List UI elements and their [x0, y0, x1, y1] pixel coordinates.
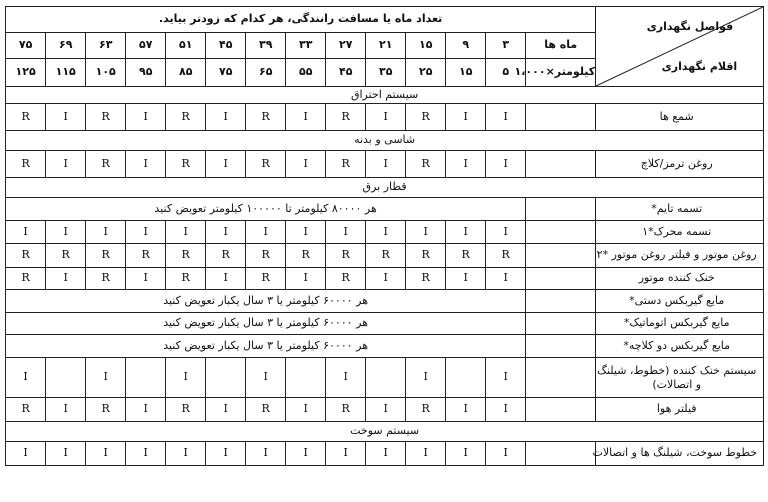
- item-label: سیستم خنک کننده (خطوط، شیلنگ و اتصالات): [596, 358, 764, 398]
- schedule-mark: I: [286, 104, 326, 131]
- blank-cell: [526, 104, 596, 131]
- schedule-mark: I: [446, 151, 486, 178]
- item-label: مایع گیربکس اتوماتیک*: [596, 313, 764, 335]
- item-label: مایع گیربکس دو کلاچه*: [596, 335, 764, 358]
- schedule-mark: I: [486, 104, 526, 131]
- schedule-mark: R: [446, 244, 486, 268]
- schedule-mark: R: [86, 151, 126, 178]
- schedule-mark: I: [366, 398, 406, 422]
- schedule-mark: R: [166, 104, 206, 131]
- schedule-mark: R: [286, 244, 326, 268]
- km-value: ۸۵: [166, 59, 206, 87]
- schedule-mark: R: [6, 151, 46, 178]
- schedule-mark: R: [86, 244, 126, 268]
- km-value: ۳۵: [366, 59, 406, 87]
- schedule-mark: [206, 358, 246, 398]
- maintenance-schedule-table: [5, 6, 764, 466]
- item-label: تسمه تایم*: [596, 198, 764, 221]
- maintenance-item-row: [6, 244, 764, 268]
- schedule-mark: [446, 358, 486, 398]
- item-label: روغن موتور و فیلتر روغن موتور *۲: [596, 244, 764, 268]
- km-value: ۱۲۵: [6, 59, 46, 87]
- schedule-mark: I: [286, 151, 326, 178]
- schedule-mark: R: [46, 244, 86, 268]
- schedule-mark: R: [6, 398, 46, 422]
- blank-cell: [526, 151, 596, 178]
- schedule-mark: I: [6, 221, 46, 244]
- maintenance-item-row: [6, 290, 764, 313]
- interval-instruction: هر ۶۰۰۰۰ کیلومتر یا ۳ سال یکبار تعویض کنید: [6, 290, 526, 313]
- month-value: ۹: [446, 33, 486, 59]
- section-title: شاسی و بدنه: [6, 131, 764, 151]
- schedule-mark: R: [166, 268, 206, 290]
- item-label: خطوط سوخت، شیلنگ ها و اتصالات: [596, 442, 764, 466]
- schedule-mark: I: [446, 221, 486, 244]
- schedule-mark: R: [326, 244, 366, 268]
- item-label: مایع گیربکس دستی*: [596, 290, 764, 313]
- schedule-mark: R: [326, 398, 366, 422]
- schedule-mark: I: [46, 268, 86, 290]
- maintenance-item-row: [6, 358, 764, 398]
- schedule-mark: I: [366, 151, 406, 178]
- schedule-mark: I: [406, 358, 446, 398]
- schedule-mark: R: [206, 244, 246, 268]
- month-value: ۵۷: [126, 33, 166, 59]
- schedule-mark: I: [206, 221, 246, 244]
- schedule-mark: I: [126, 398, 166, 422]
- schedule-mark: R: [246, 268, 286, 290]
- section-row: [6, 131, 764, 151]
- month-value: ۷۵: [6, 33, 46, 59]
- schedule-mark: I: [6, 358, 46, 398]
- schedule-mark: R: [246, 151, 286, 178]
- month-value: ۳۳: [286, 33, 326, 59]
- schedule-mark: I: [46, 151, 86, 178]
- section-row: [6, 422, 764, 442]
- schedule-mark: I: [126, 104, 166, 131]
- schedule-mark: R: [326, 151, 366, 178]
- maintenance-items-label: اقلام نگهداری: [661, 59, 738, 73]
- schedule-mark: I: [166, 358, 206, 398]
- month-value: ۲۱: [366, 33, 406, 59]
- km-value: ۵: [486, 59, 526, 87]
- schedule-mark: I: [206, 104, 246, 131]
- schedule-mark: I: [406, 221, 446, 244]
- schedule-mark: I: [126, 221, 166, 244]
- km-value: ۶۵: [246, 59, 286, 87]
- blank-cell: [526, 335, 596, 358]
- schedule-mark: I: [446, 268, 486, 290]
- schedule-mark: R: [6, 268, 46, 290]
- interval-instruction: هر ۶۰۰۰۰ کیلومتر یا ۳ سال یکبار تعویض کنید: [6, 313, 526, 335]
- schedule-mark: I: [446, 398, 486, 422]
- schedule-mark: R: [406, 151, 446, 178]
- blank-cell: [526, 244, 596, 268]
- schedule-mark: R: [166, 244, 206, 268]
- section-row: [6, 178, 764, 198]
- schedule-mark: I: [406, 442, 446, 466]
- schedule-mark: I: [86, 442, 126, 466]
- schedule-mark: I: [366, 104, 406, 131]
- month-value: ۶۳: [86, 33, 126, 59]
- section-title: سیستم سوخت: [6, 422, 764, 442]
- schedule-mark: I: [326, 221, 366, 244]
- schedule-mark: I: [366, 268, 406, 290]
- km-value: ۱۰۵: [86, 59, 126, 87]
- maintenance-item-row: [6, 313, 764, 335]
- schedule-mark: I: [286, 442, 326, 466]
- schedule-mark: R: [126, 244, 166, 268]
- maintenance-item-row: [6, 442, 764, 466]
- schedule-mark: R: [406, 244, 446, 268]
- schedule-mark: [46, 358, 86, 398]
- schedule-mark: R: [406, 104, 446, 131]
- maintenance-item-row: [6, 398, 764, 422]
- schedule-mark: I: [86, 221, 126, 244]
- schedule-mark: R: [246, 398, 286, 422]
- schedule-mark: I: [46, 104, 86, 131]
- schedule-mark: I: [166, 221, 206, 244]
- schedule-mark: I: [486, 151, 526, 178]
- km-value: ۷۵: [206, 59, 246, 87]
- schedule-mark: I: [326, 442, 366, 466]
- schedule-mark: I: [446, 104, 486, 131]
- schedule-mark: R: [406, 398, 446, 422]
- schedule-mark: R: [6, 104, 46, 131]
- schedule-mark: R: [246, 244, 286, 268]
- schedule-mark: I: [126, 151, 166, 178]
- maintenance-intervals-label: فواصل نگهداری: [646, 20, 734, 33]
- schedule-mark: I: [206, 151, 246, 178]
- blank-cell: [526, 358, 596, 398]
- schedule-mark: R: [326, 268, 366, 290]
- km-value: ۵۵: [286, 59, 326, 87]
- schedule-mark: R: [86, 104, 126, 131]
- month-value: ۴۵: [206, 33, 246, 59]
- month-value: ۲۷: [326, 33, 366, 59]
- km-value: ۹۵: [126, 59, 166, 87]
- schedule-mark: R: [166, 151, 206, 178]
- schedule-mark: R: [406, 268, 446, 290]
- blank-cell: [526, 398, 596, 422]
- schedule-mark: [126, 358, 166, 398]
- maintenance-item-row: [6, 268, 764, 290]
- schedule-mark: I: [126, 268, 166, 290]
- schedule-mark: R: [86, 268, 126, 290]
- schedule-mark: I: [326, 358, 366, 398]
- schedule-mark: R: [166, 398, 206, 422]
- schedule-mark: I: [6, 442, 46, 466]
- schedule-mark: I: [46, 442, 86, 466]
- schedule-mark: I: [246, 358, 286, 398]
- schedule-mark: [366, 358, 406, 398]
- corner-diagonal-line: [596, 7, 763, 86]
- section-row: [6, 87, 764, 104]
- km-value: ۱۱۵: [46, 59, 86, 87]
- interval-instruction: هر ۸۰۰۰۰ کیلومتر تا ۱۰۰۰۰۰ کیلومتر تعویض کنید: [6, 198, 526, 221]
- blank-cell: [526, 221, 596, 244]
- km-value: ۲۵: [406, 59, 446, 87]
- km-value: ۴۵: [326, 59, 366, 87]
- schedule-mark: I: [286, 268, 326, 290]
- month-value: ۳۹: [246, 33, 286, 59]
- schedule-mark: R: [246, 104, 286, 131]
- schedule-mark: I: [46, 221, 86, 244]
- km-label: کیلومتر×۱،۰۰۰: [526, 59, 596, 87]
- month-value: ۶۹: [46, 33, 86, 59]
- schedule-mark: R: [486, 244, 526, 268]
- item-label: تسمه محرک*۱: [596, 221, 764, 244]
- blank-cell: [526, 442, 596, 466]
- section-title: سیستم احتراق: [6, 87, 764, 104]
- item-label: فیلتر هوا: [596, 398, 764, 422]
- blank-cell: [526, 313, 596, 335]
- schedule-mark: I: [486, 358, 526, 398]
- month-value: ۵۱: [166, 33, 206, 59]
- blank-cell: [526, 268, 596, 290]
- maintenance-item-row: [6, 151, 764, 178]
- schedule-mark: I: [206, 398, 246, 422]
- maintenance-item-row: [6, 221, 764, 244]
- schedule-mark: I: [286, 398, 326, 422]
- maintenance-item-row: [6, 104, 764, 131]
- month-value: ۱۵: [406, 33, 446, 59]
- schedule-mark: I: [366, 221, 406, 244]
- schedule-mark: I: [446, 442, 486, 466]
- item-label: خنک کننده موتور: [596, 268, 764, 290]
- header-row-note: [6, 7, 764, 33]
- schedule-mark: R: [86, 398, 126, 422]
- schedule-mark: I: [166, 442, 206, 466]
- interval-instruction: هر ۶۰۰۰۰ کیلومتر یا ۳ سال یکبار تعویض کنید: [6, 335, 526, 358]
- schedule-mark: R: [326, 104, 366, 131]
- blank-cell: [526, 198, 596, 221]
- schedule-mark: I: [486, 442, 526, 466]
- schedule-mark: I: [486, 221, 526, 244]
- schedule-mark: I: [46, 398, 86, 422]
- section-title: قطار برق: [6, 178, 764, 198]
- interval-note: تعداد ماه یا مسافت رانندگی، هر کدام که زودتر بیاید.: [6, 7, 596, 33]
- schedule-mark: I: [286, 221, 326, 244]
- item-label: روغن ترمز/کلاچ: [596, 151, 764, 178]
- schedule-mark: I: [126, 442, 166, 466]
- maintenance-item-row: [6, 198, 764, 221]
- km-value: ۱۵: [446, 59, 486, 87]
- corner-header-cell: [596, 7, 764, 87]
- schedule-mark: I: [86, 358, 126, 398]
- blank-cell: [526, 290, 596, 313]
- maintenance-item-row: [6, 335, 764, 358]
- schedule-mark: I: [486, 268, 526, 290]
- schedule-mark: I: [486, 398, 526, 422]
- schedule-mark: R: [366, 244, 406, 268]
- schedule-mark: I: [206, 268, 246, 290]
- month-value: ۳: [486, 33, 526, 59]
- months-label: ماه ها: [526, 33, 596, 59]
- schedule-mark: I: [246, 221, 286, 244]
- schedule-mark: I: [206, 442, 246, 466]
- schedule-mark: I: [366, 442, 406, 466]
- schedule-mark: I: [246, 442, 286, 466]
- item-label: شمع ها: [596, 104, 764, 131]
- schedule-mark: [286, 358, 326, 398]
- schedule-mark: R: [6, 244, 46, 268]
